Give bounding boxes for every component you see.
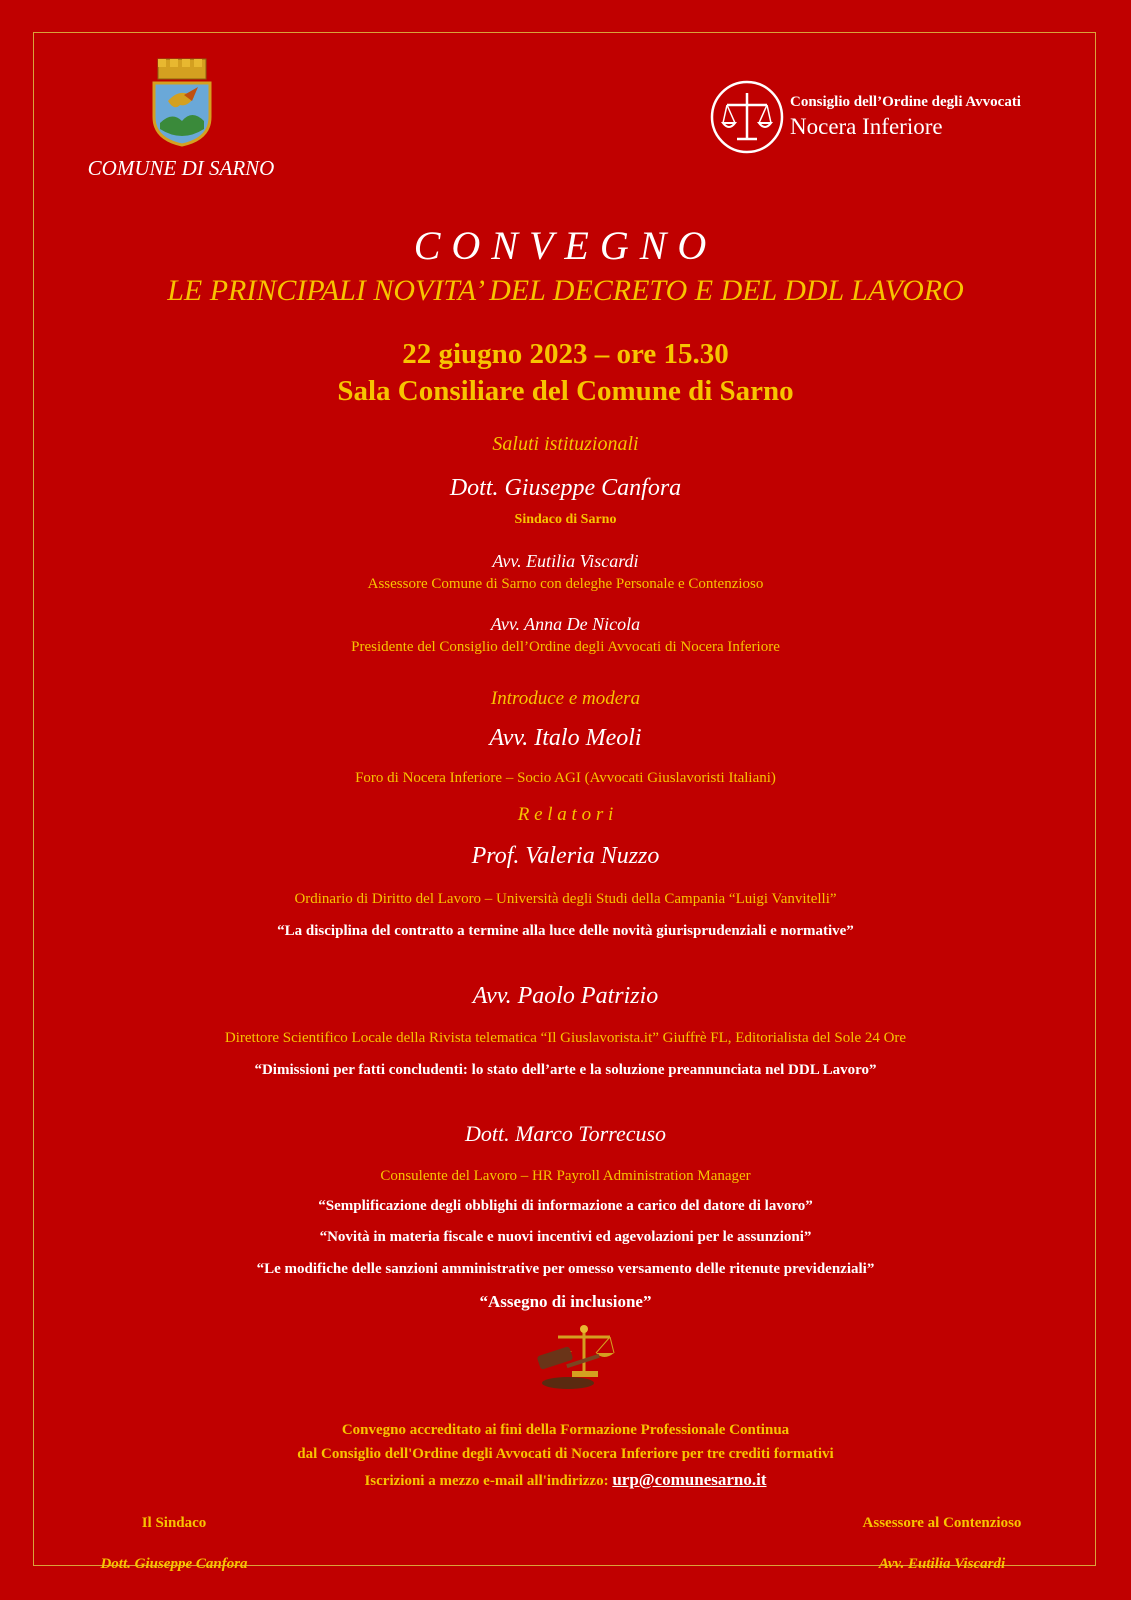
saluti-person-role: Presidente del Consiglio dell’Ordine degli Avvocati di Nocera Inferiore bbox=[351, 639, 780, 655]
saluti-person-name: Dott. Giuseppe Canfora bbox=[449, 475, 682, 501]
speaker-name: Avv. Paolo Patrizio bbox=[472, 983, 659, 1009]
accreditation-line: Convegno accreditato ai fini della Formazione Professionale Continua bbox=[341, 1422, 790, 1438]
event-date: 22 giugno 2023 – ore 15.30 bbox=[402, 338, 729, 370]
signature-left bbox=[54, 1515, 294, 1532]
speaker-role: Direttore Scientifico Locale della Rivista telematica “Il Giuslavorista.it” Giuffrè FL, Editorialista del Sole 24 Ore bbox=[224, 1030, 907, 1046]
saluti-person-name: Avv. Eutilia Viscardi bbox=[492, 551, 639, 571]
talk-title: “Semplificazione degli obblighi di informazione a carico del datore di lavoro” bbox=[318, 1198, 813, 1214]
talk-title: “Le modifiche delle sanzioni amministrative per omesso versamento delle ritenute previdenziali” bbox=[256, 1261, 875, 1277]
scales-logo-icon bbox=[709, 79, 785, 155]
moderator-label: Introduce e modera bbox=[490, 688, 641, 709]
event-subtitle: LE PRINCIPALI NOVITA’ DEL DECRETO E DEL DDL LAVORO bbox=[167, 274, 964, 307]
saluti-person-name: Avv. Anna De Nicola bbox=[490, 614, 641, 634]
moderator-role: Foro di Nocera Inferiore – Socio AGI (Avvocati Giuslavoristi Italiani) bbox=[355, 770, 776, 786]
signature-title: Assessore al Contenzioso bbox=[862, 1515, 1022, 1531]
signature-title: Il Sindaco bbox=[141, 1515, 207, 1531]
saluti-person-role: Assessore Comune di Sarno con deleghe Personale e Contenzioso bbox=[367, 576, 764, 592]
crest-icon bbox=[150, 57, 214, 147]
talk-title: “La disciplina del contratto a termine alla luce delle novità giurisprudenziali e normative” bbox=[277, 923, 854, 939]
coa-name-line2: Nocera Inferiore bbox=[790, 114, 943, 139]
speaker-name: Dott. Marco Torrecuso bbox=[464, 1121, 667, 1146]
registration-prefix: Iscrizioni a mezzo e-mail all'indirizzo: bbox=[364, 1473, 613, 1489]
speaker-role: Consulente del Lavoro – HR Payroll Administration Manager bbox=[380, 1168, 751, 1184]
moderator-name: Avv. Italo Meoli bbox=[489, 725, 642, 751]
signature-right bbox=[822, 1515, 1062, 1532]
talk-title: “Dimissioni per fatti concludenti: lo stato dell’arte e la soluzione preannunciata nel DDL Lavoro” bbox=[254, 1062, 877, 1078]
signature-name: Avv. Eutilia Viscardi bbox=[878, 1556, 1006, 1572]
talk-title: “Novità in materia fiscale e nuovi incentivi ed agevolazioni per le assunzioni” bbox=[319, 1229, 812, 1245]
event-venue: Sala Consiliare del Comune di Sarno bbox=[337, 375, 794, 407]
event-type-title: CONVEGNO bbox=[413, 223, 718, 268]
coa-name-line1: Consiglio dell’Ordine degli Avvocati bbox=[790, 94, 1021, 110]
signature-left-name-block bbox=[54, 1556, 294, 1573]
registration-line bbox=[0, 1470, 1131, 1490]
relatori-label: R e l a t o r i bbox=[517, 804, 614, 825]
comune-label: COMUNE DI SARNO bbox=[87, 156, 275, 180]
signature-right-name-block bbox=[822, 1556, 1062, 1573]
gavel-scales-icon bbox=[528, 1323, 628, 1393]
registration-email-link[interactable]: urp@comunesarno.it bbox=[612, 1470, 767, 1489]
signature-name: Dott. Giuseppe Canfora bbox=[100, 1556, 248, 1572]
saluti-label: Saluti istituzionali bbox=[492, 433, 639, 455]
talk-title: “Assegno di inclusione” bbox=[479, 1292, 652, 1311]
saluti-person-role: Sindaco di Sarno bbox=[514, 512, 617, 527]
speaker-name: Prof. Valeria Nuzzo bbox=[471, 843, 660, 869]
accreditation-line: dal Consiglio dell'Ordine degli Avvocati di Nocera Inferiore per tre crediti formativi bbox=[297, 1446, 834, 1462]
speaker-role: Ordinario di Diritto del Lavoro – Università degli Studi della Campania “Luigi Vanvitelli” bbox=[294, 891, 837, 907]
